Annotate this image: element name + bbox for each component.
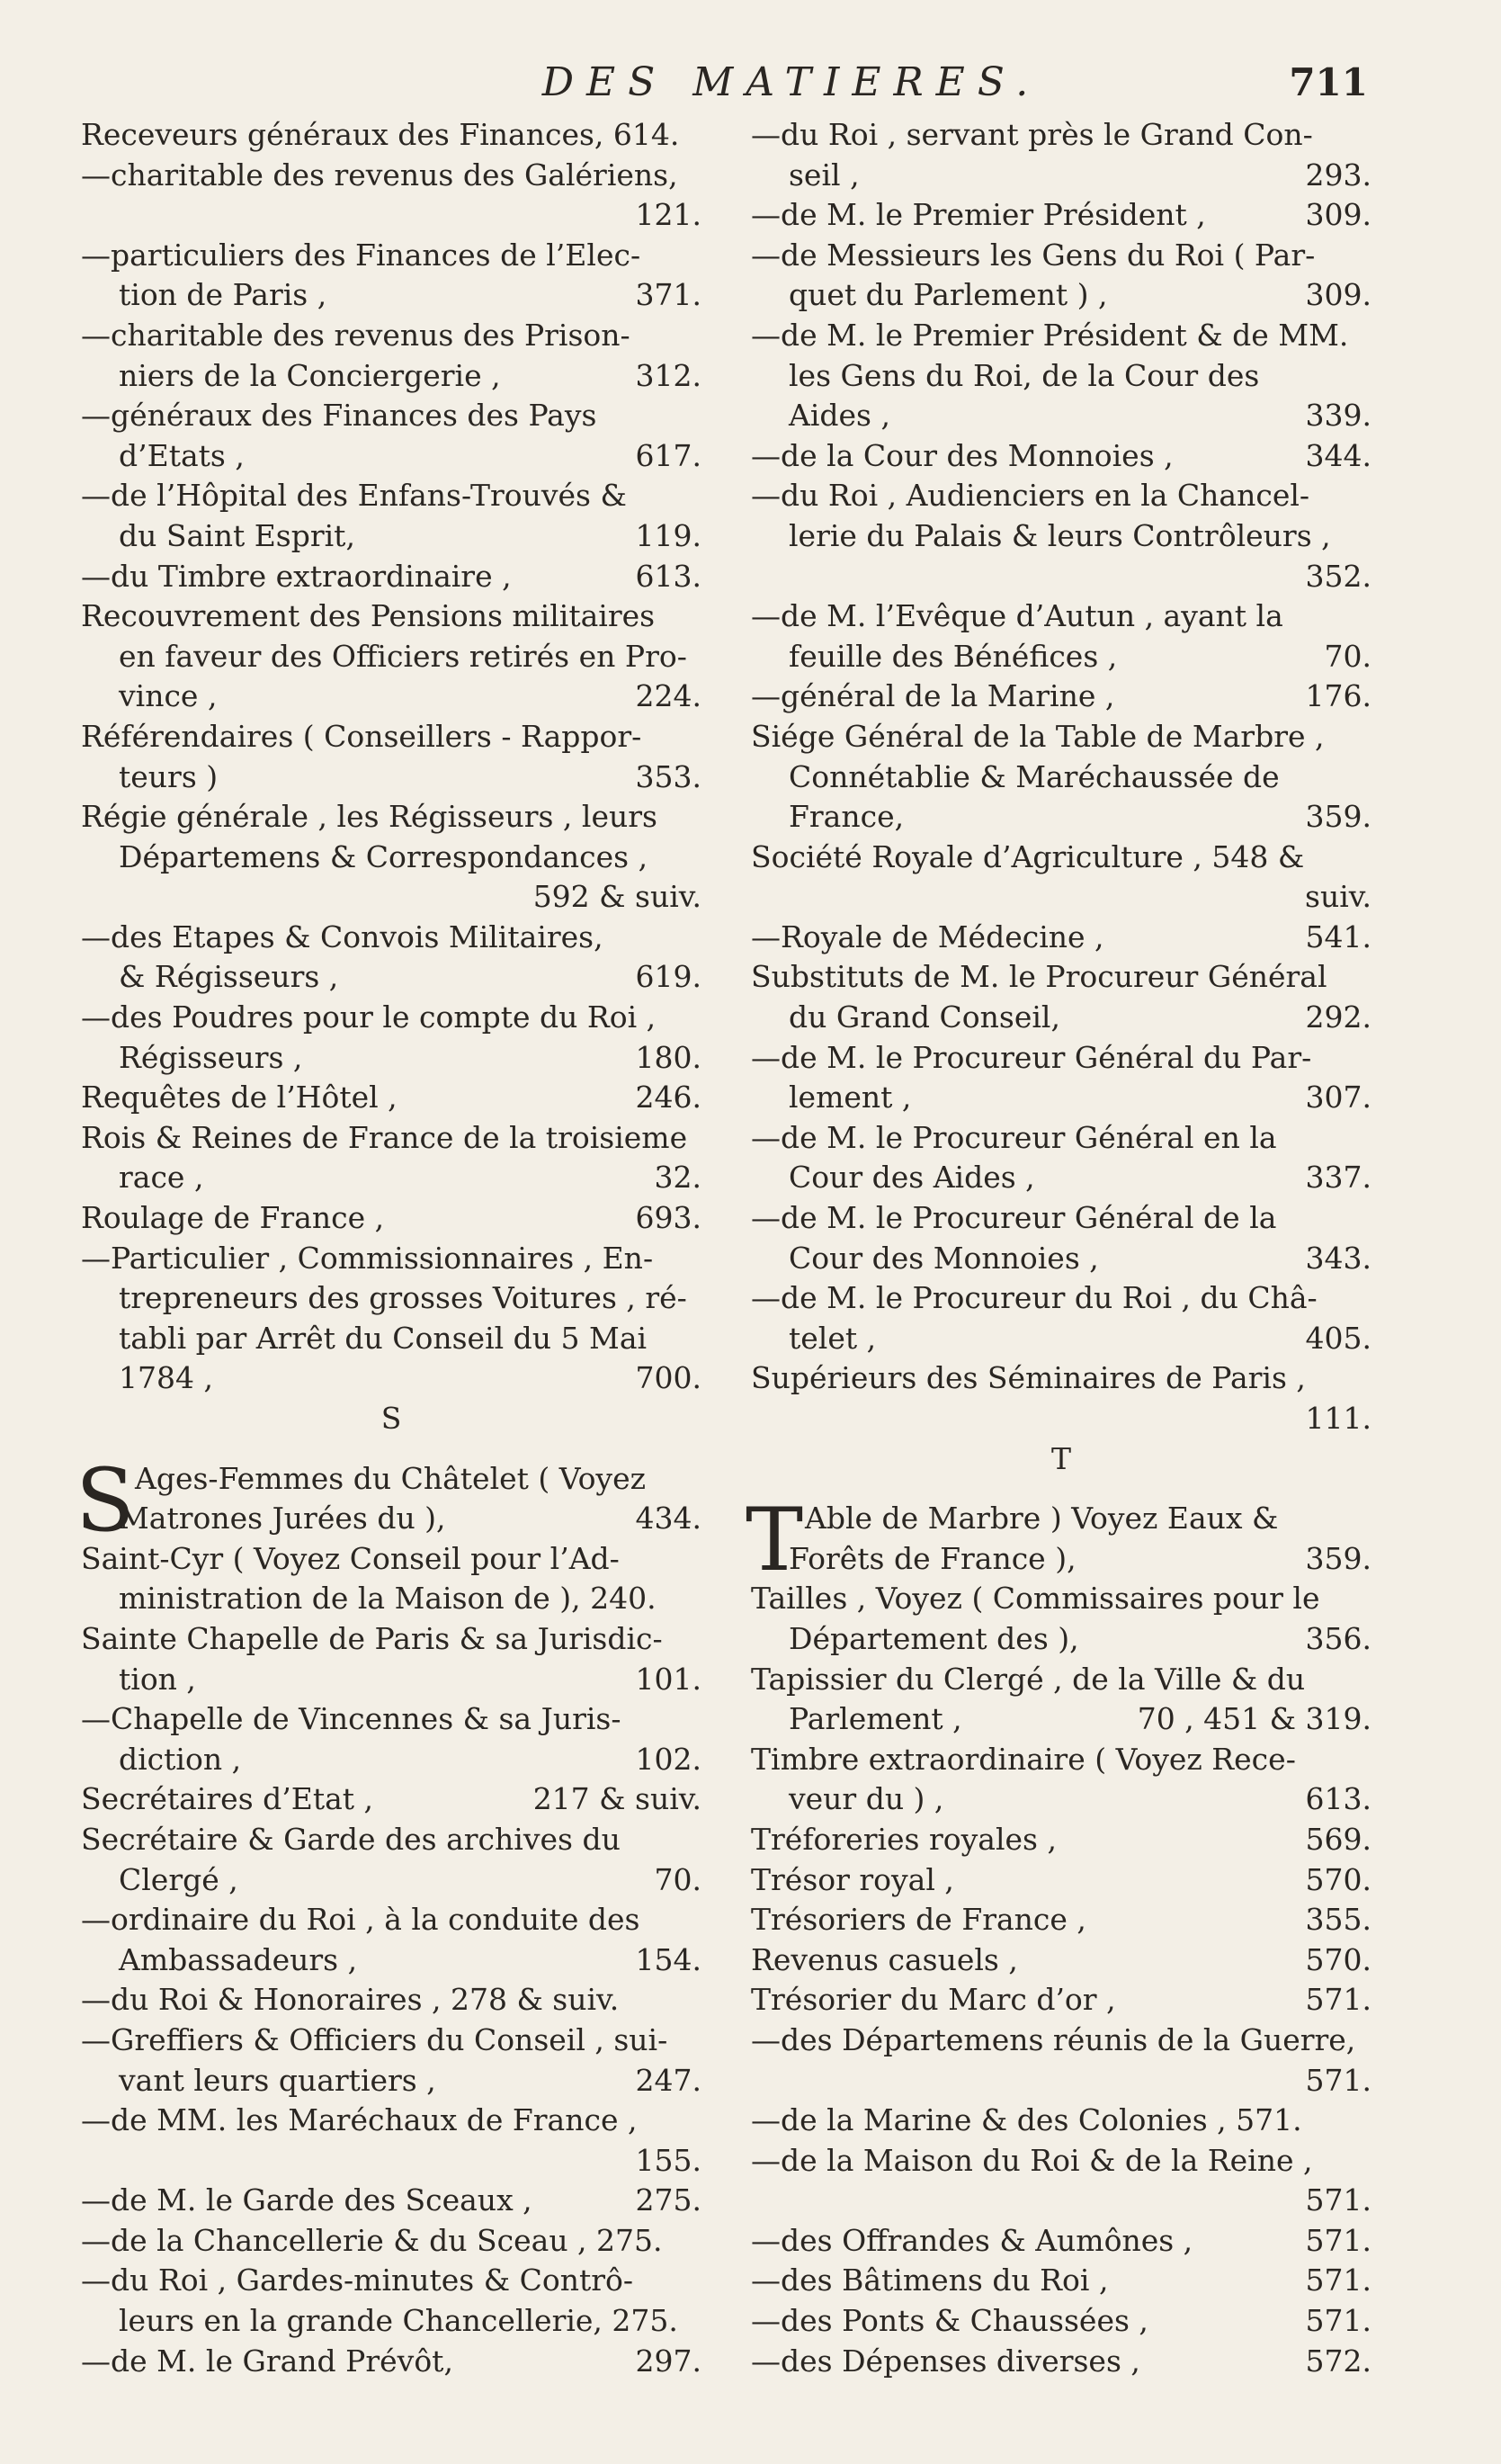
index-line bbox=[81, 476, 701, 516]
index-line bbox=[751, 396, 1371, 436]
index-line bbox=[751, 195, 1371, 236]
entry-text: Société Royale d’Agriculture , 548 & bbox=[751, 838, 1305, 874]
entry-text: —de M. le Procureur Général de la bbox=[751, 1200, 1277, 1236]
page-reference: 700. bbox=[635, 1360, 701, 1396]
page-reference: 355. bbox=[1305, 1902, 1371, 1938]
index-line bbox=[81, 316, 701, 356]
entry-text: & Régisseurs , bbox=[119, 959, 339, 995]
entry-text: —des Dépenses diverses , bbox=[751, 2343, 1140, 2379]
page-reference: 224. bbox=[635, 678, 701, 714]
entry-text: 1784 , bbox=[119, 1360, 213, 1396]
page-reference: 570. bbox=[1305, 1941, 1371, 1977]
entry-text: 121. bbox=[635, 197, 701, 233]
page-reference: 312. bbox=[635, 357, 701, 393]
index-line bbox=[81, 1539, 701, 1580]
page-reference: 70. bbox=[1324, 638, 1371, 674]
entry-text: Sainte Chapelle de Paris & sa Jurisdic- bbox=[81, 1620, 663, 1656]
entry-text: —Particulier , Commissionnaires , En- bbox=[81, 1240, 654, 1276]
entry-text: 155. bbox=[635, 2142, 701, 2178]
index-line bbox=[81, 1660, 701, 1700]
entry-text: Parlement , bbox=[789, 1701, 962, 1737]
index-line bbox=[751, 1399, 1371, 1439]
entry-text: niers de la Conciergerie , bbox=[119, 357, 501, 393]
entry-text: Ages-Femmes du Châtelet ( Voyez bbox=[135, 1460, 646, 1496]
index-line bbox=[81, 1158, 701, 1198]
index-line bbox=[81, 236, 701, 276]
entry-text: Cour des Monnoies , bbox=[789, 1240, 1099, 1276]
index-line bbox=[81, 1820, 701, 1860]
page-reference: 275. bbox=[635, 2182, 701, 2218]
page-reference: 405. bbox=[1305, 1320, 1371, 1356]
index-line bbox=[751, 1078, 1371, 1118]
entry-text: —de la Cour des Monnoies , bbox=[751, 437, 1174, 473]
entry-text: —de M. le Premier Président & de MM. bbox=[751, 317, 1349, 353]
page-reference: 293. bbox=[1305, 157, 1371, 193]
index-line bbox=[81, 1860, 701, 1901]
index-line bbox=[81, 1779, 701, 1820]
index-line bbox=[751, 1038, 1371, 1079]
entry-text: les Gens du Roi, de la Cour des bbox=[789, 357, 1260, 393]
index-line bbox=[751, 637, 1371, 677]
entry-text: Ambassadeurs , bbox=[119, 1941, 358, 1977]
entry-text: trepreneurs des grosses Voitures , ré- bbox=[119, 1280, 687, 1316]
index-line bbox=[81, 195, 701, 236]
entry-text: Forêts de France ), bbox=[789, 1540, 1077, 1576]
index-line bbox=[751, 316, 1371, 356]
index-line bbox=[81, 557, 701, 597]
entry-text: Rois & Reines de France de la troisieme bbox=[81, 1119, 688, 1155]
page-reference: 247. bbox=[635, 2062, 701, 2098]
page-reference: 292. bbox=[1305, 999, 1371, 1035]
index-line bbox=[751, 2221, 1371, 2262]
index-line bbox=[81, 1278, 701, 1319]
index-line bbox=[81, 275, 701, 316]
index-line bbox=[81, 1239, 701, 1279]
entry-text: —des Bâtimens du Roi , bbox=[751, 2262, 1109, 2298]
index-line bbox=[751, 1619, 1371, 1660]
index-line bbox=[751, 1198, 1371, 1239]
entry-text: Départemens & Correspondances , bbox=[119, 838, 648, 874]
page-reference: 180. bbox=[635, 1039, 701, 1075]
index-line bbox=[81, 1198, 701, 1239]
drop-cap-letter: T bbox=[746, 1490, 804, 1591]
page-reference: 569. bbox=[1305, 1821, 1371, 1857]
index-line bbox=[751, 957, 1371, 998]
index-line bbox=[81, 1980, 701, 2020]
entry-text: tabli par Arrêt du Conseil du 5 Mai bbox=[119, 1320, 648, 1356]
entry-text: Revenus casuels , bbox=[751, 1941, 1018, 1977]
index-line bbox=[751, 676, 1371, 717]
entry-text: —particuliers des Finances de l’Elec- bbox=[81, 237, 641, 273]
entry-text: Saint-Cyr ( Voyez Conseil pour l’Ad- bbox=[81, 1540, 620, 1576]
entry-text: vant leurs quartiers , bbox=[119, 2062, 436, 2098]
index-line bbox=[81, 436, 701, 477]
index-line bbox=[81, 2061, 701, 2101]
index-line bbox=[751, 1779, 1371, 1820]
index-line bbox=[81, 957, 701, 998]
index-line bbox=[81, 1358, 701, 1399]
index-line bbox=[751, 717, 1371, 757]
entry-text: Receveurs généraux des Finances, 614. bbox=[81, 117, 680, 152]
entry-text: Régisseurs , bbox=[119, 1039, 303, 1075]
index-line bbox=[751, 1820, 1371, 1860]
entry-text: lement , bbox=[789, 1080, 912, 1116]
index-line bbox=[751, 356, 1371, 397]
page-reference: 339. bbox=[1305, 398, 1371, 434]
entry-text: race , bbox=[119, 1160, 204, 1196]
page-reference: 356. bbox=[1305, 1620, 1371, 1656]
entry-text: —des Poudres pour le compte du Roi , bbox=[81, 999, 657, 1035]
index-line bbox=[751, 2101, 1371, 2141]
index-line bbox=[751, 797, 1371, 838]
entry-text: —ordinaire du Roi , à la conduite des bbox=[81, 1902, 640, 1938]
index-line bbox=[81, 918, 701, 958]
index-line bbox=[81, 2141, 701, 2182]
page-reference: 359. bbox=[1305, 1540, 1371, 1576]
page-reference: 344. bbox=[1305, 437, 1371, 473]
index-line bbox=[81, 1078, 701, 1118]
index-line bbox=[751, 2141, 1371, 2182]
page-reference: 359. bbox=[1305, 799, 1371, 835]
index-line bbox=[751, 1319, 1371, 1359]
index-line bbox=[81, 637, 701, 677]
index-line bbox=[81, 115, 701, 156]
page-reference: 297. bbox=[635, 2343, 701, 2379]
entry-text: Connétablie & Maréchaussée de bbox=[789, 758, 1280, 794]
index-line bbox=[751, 1740, 1371, 1780]
page-reference: 571. bbox=[1305, 2222, 1371, 2258]
entry-text: —Royale de Médecine , bbox=[751, 918, 1104, 954]
entry-text: —des Etapes & Convois Militaires, bbox=[81, 918, 603, 954]
index-line bbox=[751, 1439, 1371, 1480]
entry-text: tion , bbox=[119, 1661, 196, 1697]
page-reference: 572. bbox=[1305, 2343, 1371, 2379]
entry-text: —du Roi & Honoraires , 278 & suiv. bbox=[81, 1982, 620, 2018]
index-line bbox=[751, 115, 1371, 156]
index-line bbox=[751, 838, 1371, 878]
entry-text: 352. bbox=[1305, 558, 1371, 594]
index-line bbox=[81, 1940, 701, 1981]
index-line bbox=[81, 877, 701, 918]
index-line bbox=[751, 1479, 1371, 1499]
entry-text: Aides , bbox=[789, 398, 890, 434]
entry-text: —de M. le Procureur du Roi , du Châ- bbox=[751, 1280, 1318, 1316]
page-reference: 70 , 451 & 319. bbox=[1137, 1701, 1371, 1737]
index-line bbox=[751, 236, 1371, 276]
entry-text: Requêtes de l’Hôtel , bbox=[81, 1080, 398, 1116]
entry-text: feuille des Bénéfices , bbox=[789, 638, 1118, 674]
entry-text: ministration de la Maison de ), 240. bbox=[119, 1581, 657, 1617]
index-line bbox=[81, 2020, 701, 2061]
index-line bbox=[81, 2221, 701, 2262]
entry-text: S bbox=[380, 1401, 402, 1436]
index-line bbox=[81, 1319, 701, 1359]
entry-text: Supérieurs des Séminaires de Paris , bbox=[751, 1360, 1306, 1396]
entry-text: Cour des Aides , bbox=[789, 1160, 1035, 1196]
page-reference: 434. bbox=[635, 1501, 701, 1537]
index-line bbox=[81, 2342, 701, 2382]
index-line bbox=[751, 1358, 1371, 1399]
index-line bbox=[81, 717, 701, 757]
index-line bbox=[751, 2020, 1371, 2061]
entry-text: quet du Parlement ) , bbox=[789, 277, 1108, 313]
index-line bbox=[751, 1118, 1371, 1159]
index-line bbox=[81, 2261, 701, 2301]
index-line bbox=[81, 596, 701, 637]
page-reference: 32. bbox=[654, 1160, 701, 1196]
index-line bbox=[751, 557, 1371, 597]
entry-text: —de M. le Grand Prévôt, bbox=[81, 2343, 453, 2379]
entry-text: Tréforeries royales , bbox=[751, 1821, 1057, 1857]
index-line bbox=[751, 1278, 1371, 1319]
index-line bbox=[81, 676, 701, 717]
page-reference: 102. bbox=[635, 1741, 701, 1777]
index-line bbox=[751, 275, 1371, 316]
index-line bbox=[81, 1619, 701, 1660]
entry-text: —de la Chancellerie & du Sceau , 275. bbox=[81, 2222, 663, 2258]
page-reference: 176. bbox=[1305, 678, 1371, 714]
index-line bbox=[751, 1660, 1371, 1700]
entry-text: —du Timbre extraordinaire , bbox=[81, 558, 512, 594]
index-line bbox=[751, 2181, 1371, 2221]
index-line bbox=[751, 1940, 1371, 1981]
entry-text: —du Roi , servant près le Grand Con- bbox=[751, 117, 1313, 152]
page-reference: 617. bbox=[635, 437, 701, 473]
entry-text: France, bbox=[789, 799, 905, 835]
entry-text: —Greffiers & Officiers du Conseil , sui- bbox=[81, 2021, 668, 2057]
entry-text: —de Messieurs les Gens du Roi ( Par- bbox=[751, 237, 1316, 273]
index-line bbox=[751, 1980, 1371, 2020]
entry-text: Recouvrement des Pensions militaires bbox=[81, 598, 656, 634]
index-line bbox=[751, 2061, 1371, 2101]
index-line bbox=[751, 476, 1371, 516]
entry-text: Roulage de France , bbox=[81, 1200, 385, 1236]
entry-text: Trésor royal , bbox=[751, 1861, 954, 1897]
entry-text: —de M. le Procureur Général du Par- bbox=[751, 1039, 1312, 1075]
entry-text: d’Etats , bbox=[119, 437, 245, 473]
page-reference: 570. bbox=[1305, 1861, 1371, 1897]
index-line bbox=[81, 516, 701, 557]
page-reference: 693. bbox=[635, 1200, 701, 1236]
index-line bbox=[81, 1699, 701, 1740]
index-line bbox=[81, 1740, 701, 1780]
entry-text: lerie du Palais & leurs Contrôleurs , bbox=[789, 517, 1331, 553]
entry-text: 571. bbox=[1305, 2062, 1371, 2098]
page-reference: 571. bbox=[1305, 2262, 1371, 2298]
entry-text: Régie générale , les Régisseurs , leurs bbox=[81, 799, 657, 835]
entry-text: —de M. le Premier Président , bbox=[751, 197, 1206, 233]
index-line bbox=[751, 1860, 1371, 1901]
entry-text: leurs en la grande Chancellerie, 275. bbox=[119, 2303, 678, 2339]
page-reference: 613. bbox=[1305, 1781, 1371, 1817]
entry-text: 571. bbox=[1305, 2182, 1371, 2218]
entry-text: du Saint Esprit, bbox=[119, 517, 355, 553]
index-line bbox=[751, 2301, 1371, 2342]
index-line bbox=[81, 1900, 701, 1940]
page-header bbox=[0, 56, 1501, 110]
index-line bbox=[751, 1579, 1371, 1619]
entry-text: telet , bbox=[789, 1320, 877, 1356]
entry-text: vince , bbox=[119, 678, 218, 714]
index-line bbox=[751, 2342, 1371, 2382]
page-reference: 217 & suiv. bbox=[532, 1781, 701, 1817]
entry-text: —de M. l’Evêque d’Autun , ayant la bbox=[751, 598, 1283, 634]
index-line bbox=[81, 2181, 701, 2221]
page-reference: 541. bbox=[1305, 918, 1371, 954]
index-line bbox=[81, 2301, 701, 2342]
entry-text: Clergé , bbox=[119, 1861, 238, 1897]
entry-text: T bbox=[1050, 1440, 1071, 1476]
entry-text: —général de la Marine , bbox=[751, 678, 1115, 714]
page-reference: 613. bbox=[635, 558, 701, 594]
page-reference: 353. bbox=[635, 758, 701, 794]
page-number: 711 bbox=[1289, 60, 1368, 104]
index-column-right bbox=[746, 115, 1371, 2381]
entry-text: —charitable des revenus des Galériens, bbox=[81, 157, 678, 193]
index-line bbox=[751, 1239, 1371, 1279]
index-line bbox=[751, 918, 1371, 958]
index-line bbox=[81, 757, 701, 798]
page-reference: 154. bbox=[635, 1941, 701, 1977]
index-line bbox=[81, 1439, 701, 1459]
entry-text: —de la Marine & des Colonies , 571. bbox=[751, 2102, 1302, 2138]
entry-text: —Chapelle de Vincennes & sa Juris- bbox=[81, 1701, 621, 1737]
index-column-left bbox=[76, 115, 701, 2381]
entry-text: Siége Général de la Table de Marbre , bbox=[751, 718, 1325, 754]
entry-text: teurs ) bbox=[119, 758, 219, 794]
entry-text: seil , bbox=[789, 157, 860, 193]
index-line bbox=[751, 877, 1371, 918]
entry-text: —de MM. les Maréchaux de France , bbox=[81, 2102, 638, 2138]
entry-text: —de M. le Procureur Général en la bbox=[751, 1119, 1277, 1155]
entry-text: du Grand Conseil, bbox=[789, 999, 1060, 1035]
entry-text: —du Roi , Gardes-minutes & Contrô- bbox=[81, 2262, 634, 2298]
entry-text: diction , bbox=[119, 1741, 242, 1777]
entry-text: Matrones Jurées du ), bbox=[119, 1501, 446, 1537]
entry-text: Substituts de M. le Procureur Général bbox=[751, 959, 1327, 995]
entry-text: veur du ) , bbox=[789, 1781, 944, 1817]
page-reference: 571. bbox=[1305, 2303, 1371, 2339]
index-line bbox=[751, 757, 1371, 798]
entry-text: suiv. bbox=[1305, 879, 1371, 915]
index-line bbox=[751, 1699, 1371, 1740]
page-reference: 371. bbox=[635, 277, 701, 313]
entry-text: Timbre extraordinaire ( Voyez Rece- bbox=[751, 1741, 1296, 1777]
entry-text: Trésoriers de France , bbox=[751, 1902, 1086, 1938]
entry-text: —de M. le Garde des Sceaux , bbox=[81, 2182, 532, 2218]
entry-text: Able de Marbre ) Voyez Eaux & bbox=[805, 1501, 1279, 1537]
drop-cap-letter: S bbox=[76, 1449, 135, 1551]
entry-text: Département des ), bbox=[789, 1620, 1079, 1656]
entry-text: 111. bbox=[1305, 1401, 1371, 1436]
page-reference: 119. bbox=[635, 517, 701, 553]
index-line bbox=[81, 356, 701, 397]
entry-text: 592 & suiv. bbox=[532, 879, 701, 915]
entry-text: —généraux des Finances des Pays bbox=[81, 398, 597, 434]
page-reference: 343. bbox=[1305, 1240, 1371, 1276]
index-line bbox=[81, 2101, 701, 2141]
page-reference: 246. bbox=[635, 1080, 701, 1116]
entry-text: Référendaires ( Conseillers - Rappor- bbox=[81, 718, 642, 754]
index-line bbox=[751, 1539, 1371, 1580]
index-line bbox=[81, 1399, 701, 1439]
entry-text: Secrétaires d’Etat , bbox=[81, 1781, 374, 1817]
index-line bbox=[81, 156, 701, 196]
page-reference: 571. bbox=[1305, 1982, 1371, 2018]
index-line bbox=[81, 838, 701, 878]
page-reference: 619. bbox=[635, 959, 701, 995]
page-reference: 307. bbox=[1305, 1080, 1371, 1116]
entry-text: tion de Paris , bbox=[119, 277, 327, 313]
index-line bbox=[81, 1038, 701, 1079]
entry-text: —de l’Hôpital des Enfans-Trouvés & bbox=[81, 478, 627, 514]
entry-text: Trésorier du Marc d’or , bbox=[751, 1982, 1116, 2018]
entry-text: —charitable des revenus des Prison- bbox=[81, 317, 630, 353]
entry-text: Tailles , Voyez ( Commissaires pour le bbox=[751, 1581, 1320, 1617]
entry-text: en faveur des Officiers retirés en Pro- bbox=[119, 638, 687, 674]
index-line bbox=[81, 396, 701, 436]
entry-text: —des Départemens réunis de la Guerre, bbox=[751, 2021, 1356, 2057]
page-reference: 309. bbox=[1305, 277, 1371, 313]
index-line bbox=[81, 1579, 701, 1619]
entry-text: —des Ponts & Chaussées , bbox=[751, 2303, 1148, 2339]
entry-text: Tapissier du Clergé , de la Ville & du bbox=[751, 1661, 1306, 1697]
index-line bbox=[751, 436, 1371, 477]
index-line bbox=[751, 516, 1371, 557]
page-reference: 70. bbox=[654, 1861, 701, 1897]
index-line bbox=[81, 1118, 701, 1159]
page-reference: 309. bbox=[1305, 197, 1371, 233]
index-line bbox=[81, 797, 701, 838]
index-line bbox=[751, 1158, 1371, 1198]
index-line bbox=[751, 596, 1371, 637]
index-line bbox=[751, 156, 1371, 196]
entry-text: —du Roi , Audienciers en la Chancel- bbox=[751, 478, 1310, 514]
index-line bbox=[81, 998, 701, 1038]
page-reference: 101. bbox=[635, 1661, 701, 1697]
index-line bbox=[751, 1900, 1371, 1940]
running-title: DES MATIERES. bbox=[541, 59, 1041, 105]
page-reference: 337. bbox=[1305, 1160, 1371, 1196]
entry-text: —des Offrandes & Aumônes , bbox=[751, 2222, 1193, 2258]
index-line bbox=[81, 1499, 701, 1539]
index-line bbox=[751, 2261, 1371, 2301]
entry-text: Secrétaire & Garde des archives du bbox=[81, 1821, 621, 1857]
entry-text: —de la Maison du Roi & de la Reine , bbox=[751, 2142, 1313, 2178]
index-line bbox=[751, 998, 1371, 1038]
